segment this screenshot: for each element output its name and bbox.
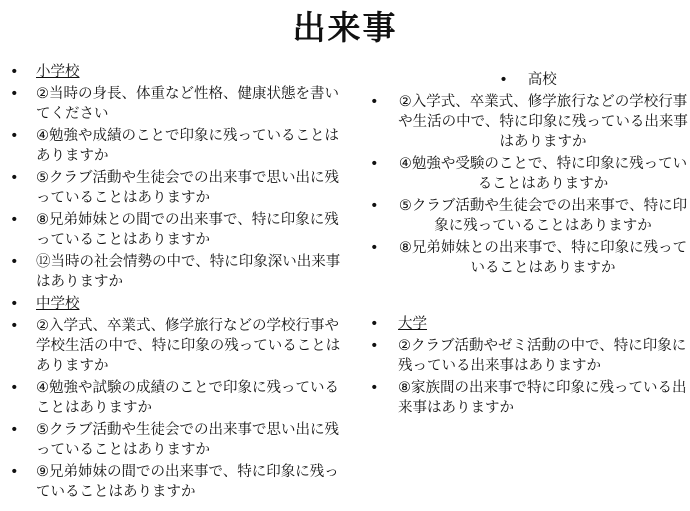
- heading-text: 高校: [527, 72, 557, 88]
- list-item: [8, 378, 353, 418]
- item-text: ⑤クラブ活動や生徒会での出来事で思い出に残っていることはありますか: [36, 170, 339, 206]
- list-item: [8, 462, 353, 502]
- bullet-icon: •: [370, 94, 379, 110]
- heading-text: 小学校: [36, 64, 80, 80]
- section-heading-university: [368, 314, 688, 334]
- item-text: ⑤クラブ活動や生徒会での出来事で思い出に残っていることはありますか: [36, 422, 339, 458]
- item-text: ④勉強や成績のことで印象に残っていることはありますか: [36, 128, 339, 164]
- list-item: [8, 252, 353, 292]
- bullet-icon: •: [370, 316, 379, 332]
- left-column: [8, 62, 353, 504]
- item-text: ⑧兄弟姉妹との間での出来事で、特に印象に残っていることはありますか: [36, 212, 339, 248]
- list-item: [368, 238, 688, 278]
- heading-text: 中学校: [36, 296, 80, 312]
- section-heading-elementary: [8, 62, 353, 82]
- list-item: [368, 378, 688, 418]
- bullet-icon: •: [370, 240, 379, 256]
- bullet-icon: •: [499, 72, 508, 88]
- bullet-icon: •: [10, 254, 19, 270]
- list-item: [368, 336, 688, 376]
- item-text: ②入学式、卒業式、修学旅行などの学校行事や生活の中で、特に印象に残っている出来事はありますか: [398, 94, 688, 150]
- item-text: ⑧家族間の出来事で特に印象に残っている出来事はありますか: [398, 380, 687, 416]
- list-item: [368, 92, 688, 152]
- item-text: ②入学式、卒業式、修学旅行などの学校行事や学校生活の中で、特に印象の残っていることはありますか: [36, 318, 341, 374]
- bullet-icon: •: [10, 170, 19, 186]
- item-text: ⑧兄弟姉妹との出来事で、特に印象に残っていることはありますか: [398, 240, 688, 276]
- list-item: [8, 420, 353, 460]
- list-item: [368, 154, 688, 194]
- list-item: [8, 84, 353, 124]
- item-text: ⑨兄弟姉妹の間での出来事で、特に印象に残っていることはありますか: [36, 464, 339, 500]
- bullet-icon: •: [370, 156, 379, 172]
- bullet-icon: •: [10, 64, 19, 80]
- list-item: [8, 316, 353, 376]
- item-text: ②当時の身長、体重など性格、健康状態を書いてください: [36, 86, 339, 122]
- bullet-icon: •: [10, 86, 19, 102]
- right-column: [368, 70, 688, 420]
- item-text: ⑫当時の社会情勢の中で、特に印象深い出来事はありますか: [36, 254, 341, 290]
- section-heading-junior: [8, 294, 353, 314]
- bullet-icon: •: [10, 318, 19, 334]
- bullet-icon: •: [10, 380, 19, 396]
- list-item: [8, 126, 353, 166]
- bullet-icon: •: [10, 296, 19, 312]
- item-text: ④勉強や試験の成績のことで印象に残っていることはありますか: [36, 380, 339, 416]
- bullet-icon: •: [370, 380, 379, 396]
- list-item: [8, 168, 353, 208]
- item-text: ②クラブ活動やゼミ活動の中で、特に印象に残っている出来事はありますか: [398, 338, 687, 374]
- item-text: ⑤クラブ活動や生徒会での出来事で、特に印象に残っていることはありますか: [398, 198, 688, 234]
- section-heading-high: [368, 70, 688, 90]
- heading-text: 大学: [398, 316, 427, 332]
- page-title: 出来事: [292, 8, 398, 47]
- bullet-icon: •: [370, 338, 379, 354]
- bullet-icon: •: [370, 198, 379, 214]
- list-item: [368, 196, 688, 236]
- bullet-icon: •: [10, 128, 19, 144]
- bullet-icon: •: [10, 464, 19, 480]
- bullet-icon: •: [10, 212, 19, 228]
- bullet-icon: •: [10, 422, 19, 438]
- list-item: [8, 210, 353, 250]
- item-text: ④勉強や受験のことで、特に印象に残っていることはありますか: [398, 156, 688, 192]
